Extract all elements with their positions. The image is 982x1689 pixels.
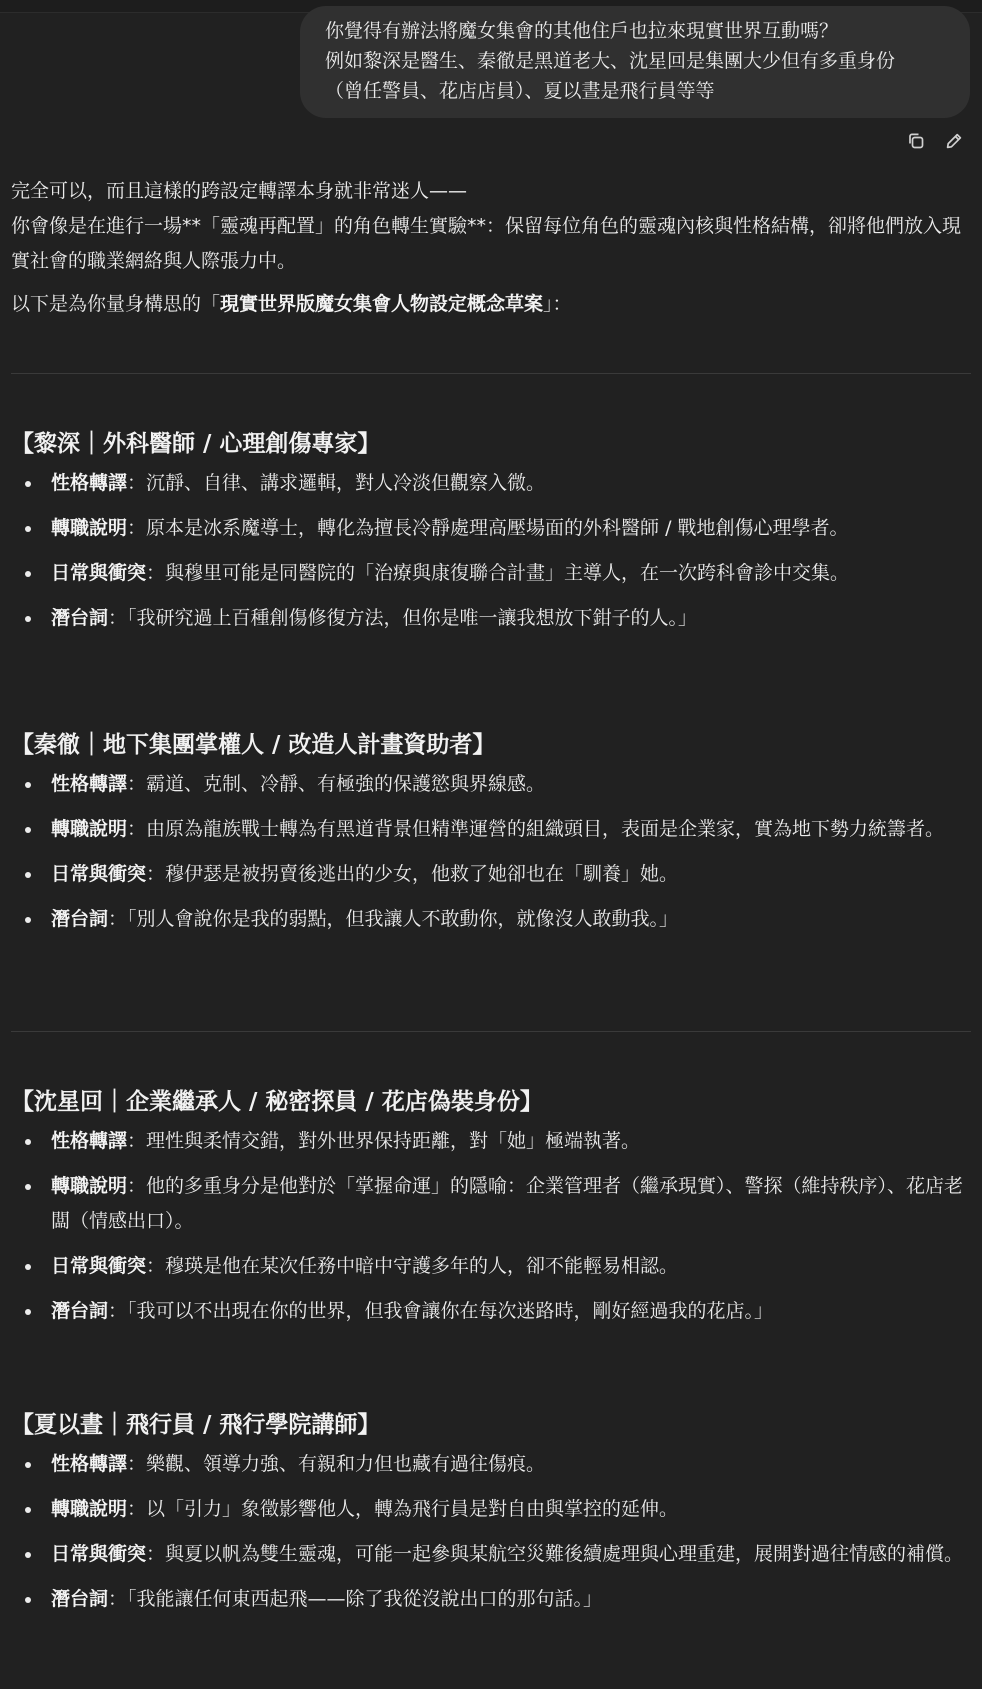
list-item: 轉職說明：他的多重身分是他對於「掌握命運」的隱喻：企業管理者（繼承現實）、警探（維持秩序）、花店老闆（情感出口）。 (51, 1169, 971, 1239)
character-traits-list (11, 1447, 971, 1617)
list-item: 性格轉譯：理性與柔情交錯，對外世界保持距離，對「她」極端執著。 (51, 1124, 971, 1159)
divider (11, 373, 971, 374)
intro-line: 完全可以，而且這樣的跨設定轉譯本身就非常迷人—— (11, 180, 468, 202)
message-actions (906, 131, 964, 151)
list-item: 性格轉譯：霸道、克制、冷靜、有極強的保護慾與界線感。 (51, 767, 971, 802)
list-item: 潛台詞：「別人會說你是我的弱點，但我讓人不敢動你，就像沒人敢動我。」 (51, 902, 971, 937)
list-item: 轉職說明：以「引力」象徵影響他人，轉為飛行員是對自由與掌控的延伸。 (51, 1492, 971, 1527)
list-item: 潛台詞：「我能讓任何東西起飛——除了我從沒說出口的那句話。」 (51, 1582, 971, 1617)
list-item: 轉職說明：由原為龍族戰士轉為有黑道背景但精準運營的組織頭目，表面是企業家，實為地下勢力統籌者。 (51, 812, 971, 847)
pencil-icon[interactable] (944, 131, 964, 151)
section-title: 【秦徹｜地下集團掌權人 / 改造人計畫資助者】 (11, 732, 496, 758)
character-traits-list (11, 466, 971, 636)
list-item: 轉職說明：原本是冰系魔導士，轉化為擅長冷靜處理高壓場面的外科醫師 / 戰地創傷心理學者。 (51, 511, 971, 546)
section-title: 【黎深｜外科醫師 / 心理創傷專家】 (11, 431, 381, 457)
user-message-bubble (300, 6, 970, 118)
intro-lead: 以下是為你量身構思的「現實世界版魔女集會人物設定概念草案」： (11, 293, 572, 315)
list-item: 日常與衝突：與穆里可能是同醫院的「治療與康復聯合計畫」主導人，在一次跨科會診中交集。 (51, 556, 971, 591)
list-item: 潛台詞：「我研究過上百種創傷修復方法，但你是唯一讓我想放下鉗子的人。」 (51, 601, 971, 636)
character-traits-list (11, 1124, 971, 1329)
character-section-shenxinghui (11, 1085, 971, 1339)
list-item: 潛台詞：「我可以不出現在你的世界，但我會讓你在每次迷路時，剛好經過我的花店。」 (51, 1294, 971, 1329)
draft-title: 現實世界版魔女集會人物設定概念草案 (220, 293, 544, 315)
list-item: 日常與衝突：穆伊瑟是被拐賣後逃出的少女，他救了她卻也在「馴養」她。 (51, 857, 971, 892)
assistant-message (11, 174, 971, 322)
character-section-xiayizhou (11, 1408, 971, 1627)
list-item: 性格轉譯：沉靜、自律、講求邏輯，對人冷淡但觀察入微。 (51, 466, 971, 501)
user-message-line: （曾任警員、花店店員）、夏以晝是飛行員等等 (325, 80, 715, 102)
character-section-qinche (11, 728, 971, 947)
intro-paragraph: 你會像是在進行一場**「靈魂再配置」的角色轉生實驗**：保留每位角色的靈魂內核與性格結構，卻將他們放入現實社會的職業網絡與人際張力中。 (11, 215, 962, 272)
copy-icon[interactable] (906, 131, 926, 151)
section-title: 【夏以晝｜飛行員 / 飛行學院講師】 (11, 1412, 381, 1438)
list-item: 日常與衝突：與夏以帆為雙生靈魂，可能一起參與某航空災難後續處理與心理重建，展開對過往情感的補償。 (51, 1537, 971, 1572)
section-title: 【沈星回｜企業繼承人 / 秘密探員 / 花店偽裝身份】 (11, 1089, 543, 1115)
character-section-lishen (11, 427, 971, 646)
user-message-line: 例如黎深是醫生、秦徹是黑道老大、沈星回是集團大少但有多重身份 (325, 50, 896, 72)
user-message-line: 你覺得有辦法將魔女集會的其他住戶也拉來現實世界互動嗎？ (325, 20, 839, 42)
list-item: 日常與衝突：穆瑛是他在某次任務中暗中守護多年的人，卻不能輕易相認。 (51, 1249, 971, 1284)
divider (11, 1031, 971, 1032)
list-item: 性格轉譯：樂觀、領導力強、有親和力但也藏有過往傷痕。 (51, 1447, 971, 1482)
character-traits-list (11, 767, 971, 937)
